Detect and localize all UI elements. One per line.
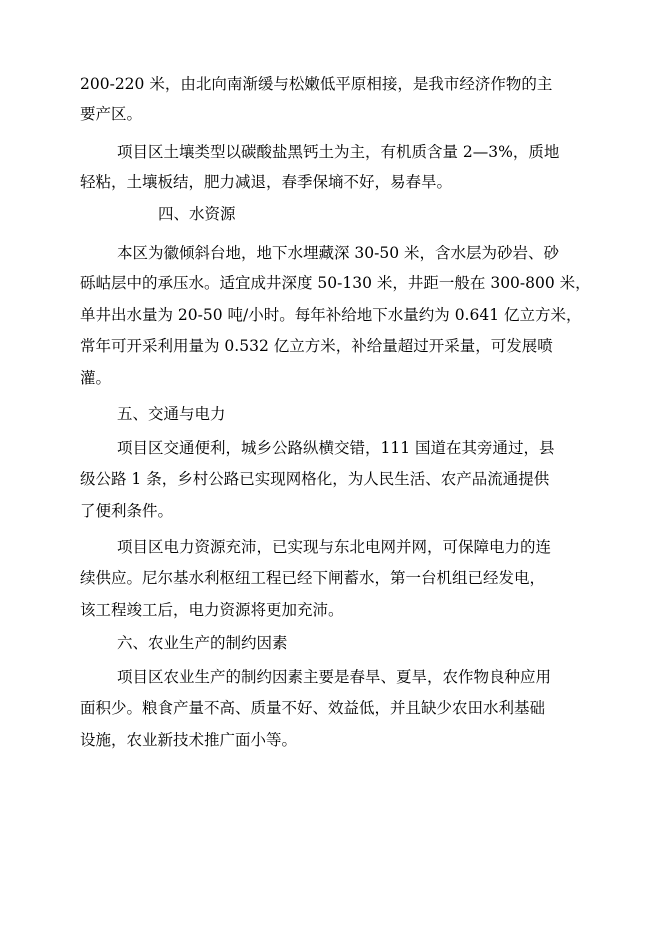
section-heading: 六、农业生产的制约因素 xyxy=(117,634,288,652)
section-heading: 四、水资源 xyxy=(158,205,236,223)
text-line: 项目区交通便利，城乡公路纵横交错，111 国道在其旁通过，县 xyxy=(117,439,555,457)
text-line: 要产区。 xyxy=(80,105,143,123)
text-line: 续供应。尼尔基水利枢纽工程已经下闸蓄水，第一台机组已经发电， xyxy=(80,569,546,587)
text-line: 砾岵层中的承压水。适宜成井深度 50-130 米，井距一般在 300-800 米， xyxy=(80,274,591,292)
text-line: 本区为徽倾斜台地，地下水埋藏深 30-50 米，含水层为砂岩、砂 xyxy=(117,244,560,262)
text-line: 轻粘，土壤板结，肥力减退，春季保墒不好，易春旱。 xyxy=(80,173,453,191)
text-line: 项目区土壤类型以碳酸盐黑钙土为主，有机质含量 2—3%，质地 xyxy=(117,143,560,161)
text-line: 面积少。粮食产量不高、质量不好、效益低，并且缺少农田水利基础 xyxy=(80,699,546,717)
text-line: 设施，农业新技术推广面小等。 xyxy=(80,731,298,749)
text-line: 项目区电力资源充沛，已实现与东北电网并网，可保障电力的连 xyxy=(117,538,552,556)
text-line: 灌。 xyxy=(80,369,112,387)
text-line: 了便利条件。 xyxy=(80,502,174,520)
section-heading: 五、交通与电力 xyxy=(117,405,226,423)
text-line: 200-220 米，由北向南渐缓与松嫩低平原相接，是我市经济作物的主 xyxy=(80,75,553,93)
text-line: 级公路 1 条，乡村公路已实现网格化，为人民生活、农产品流通提供 xyxy=(80,470,550,488)
text-line: 常年可开采利用量为 0.532 亿立方米，补给量超过开采量，可发展喷 xyxy=(80,337,553,355)
text-line: 该工程竣工后，电力资源将更加充沛。 xyxy=(80,601,344,619)
text-line: 单井出水量为 20-50 吨/小时。每年补给地下水量约为 0.641 亿立方米， xyxy=(80,306,582,324)
text-line: 项目区农业生产的制约因素主要是春旱、夏旱，农作物良种应用 xyxy=(117,668,552,686)
